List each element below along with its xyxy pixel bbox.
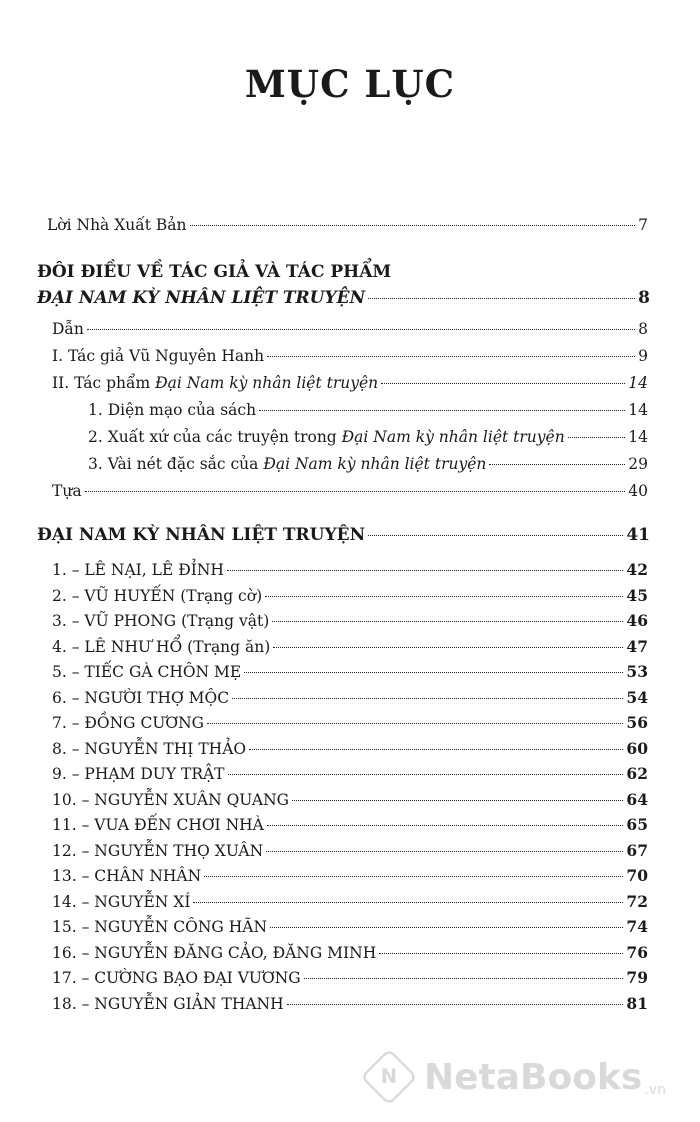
entry-label: I. Tác giả Vũ Nguyên Hanh — [52, 347, 265, 365]
dot-leader — [292, 800, 623, 801]
dot-leader — [244, 672, 623, 673]
entry-label-italic: Đại Nam kỳ nhân liệt truyện — [263, 455, 487, 473]
entry-label: 12. – NGUYỄN THỌ XUÂN — [52, 841, 264, 860]
entry-label: 8. – NGUYỄN THỊ THẢO — [52, 739, 247, 758]
dot-leader — [227, 570, 624, 571]
entry-label: 3. Vài nét đặc sắc của — [88, 455, 264, 473]
entry-page: 9 — [638, 347, 648, 365]
entry-page: 54 — [626, 687, 648, 707]
toc-story-entry[interactable] — [52, 688, 648, 707]
entry-label: 1. Diện mạo của sách — [88, 401, 257, 419]
entry-label: 14. – NGUYỄN XÍ — [52, 892, 191, 911]
entry-page: 8 — [638, 288, 650, 308]
toc-entry[interactable] — [88, 428, 648, 446]
toc-entry[interactable] — [52, 482, 648, 500]
entry-label: 1. – LÊ NẠI, LÊ ĐỈNH — [52, 561, 224, 579]
entry-label: 18. – NGUYỄN GIẢN THANH — [52, 994, 284, 1013]
dot-leader — [259, 410, 625, 411]
entry-page: 45 — [626, 585, 648, 605]
toc-entry[interactable] — [88, 401, 648, 419]
dot-leader — [204, 876, 623, 877]
toc-entry[interactable] — [52, 347, 648, 365]
entry-label: 11. – VUA ĐẾN CHƠI NHÀ — [52, 816, 264, 834]
dot-leader — [85, 491, 626, 492]
entry-label: 6. – NGƯỜI THỢ MỘC — [52, 688, 230, 707]
entry-page: 41 — [626, 525, 650, 545]
toc-story-entry[interactable] — [52, 815, 648, 834]
dot-leader — [270, 927, 623, 928]
entry-label: 17. – CƯỜNG BẠO ĐẠI VƯƠNG — [52, 969, 301, 987]
section1-heading-line2: ĐẠI NAM KỲ NHÂN LIỆT TRUYỆN — [37, 288, 366, 308]
entry-label: 2. – VŨ HUYẾN (Trạng cờ) — [52, 586, 263, 605]
toc-story-entry[interactable] — [52, 662, 648, 681]
dot-leader — [287, 1004, 624, 1005]
entry-label: 5. – TIẾC GÀ CHÔN MẸ — [52, 663, 242, 681]
entry-page: 70 — [626, 866, 648, 885]
toc-story-entry[interactable] — [52, 790, 648, 809]
dot-leader — [232, 698, 623, 699]
entry-label: 4. – LÊ NHƯ HỔ (Trạng ăn) — [52, 637, 271, 656]
entry-label: II. Tác phẩm — [52, 374, 156, 392]
toc-story-entry[interactable] — [52, 637, 648, 656]
toc-story-entry[interactable] — [52, 560, 648, 579]
dot-leader — [368, 298, 635, 299]
entry-label-italic: Đại Nam kỳ nhân liệt truyện — [341, 428, 565, 446]
entry-page: 56 — [626, 713, 648, 732]
entry-page: 76 — [626, 942, 648, 962]
toc-story-entry[interactable] — [52, 739, 648, 758]
toc-entry-section2[interactable] — [37, 525, 650, 545]
section2-heading: ĐẠI NAM KỲ NHÂN LIỆT TRUYỆN — [37, 525, 366, 545]
dot-leader — [568, 437, 626, 438]
entry-page: 14 — [628, 374, 648, 392]
entry-label: Dẫn — [52, 320, 84, 338]
entry-page: 40 — [628, 482, 648, 500]
dot-leader — [304, 978, 624, 979]
dot-leader — [272, 621, 623, 622]
dot-leader — [379, 953, 623, 954]
dot-leader — [489, 464, 625, 465]
toc-story-entry[interactable] — [52, 841, 648, 860]
entry-page: 72 — [626, 891, 648, 911]
entry-label: 9. – PHẠM DUY TRẬT — [52, 765, 225, 783]
entry-label: 15. – NGUYỄN CÔNG HÃN — [52, 918, 268, 936]
watermark-brand: NetaBooks — [424, 1056, 643, 1098]
entry-page: 29 — [628, 455, 648, 473]
toc-story-entry[interactable] — [52, 943, 648, 962]
dot-leader — [207, 723, 623, 724]
entry-page: 60 — [626, 738, 648, 758]
entry-page: 47 — [626, 636, 648, 656]
entry-label: Tựa — [52, 482, 82, 500]
toc-story-entry[interactable] — [52, 713, 648, 732]
watermark-suffix: .vn — [644, 1082, 666, 1098]
entry-page: 79 — [626, 968, 648, 987]
entry-label: 7. – ĐỒNG CƯƠNG — [52, 714, 205, 732]
dot-leader — [87, 329, 635, 330]
dot-leader — [267, 825, 624, 826]
netabooks-watermark — [362, 1050, 666, 1104]
entry-label: 2. Xuất xứ của các truyện trong — [88, 428, 342, 446]
dot-leader — [228, 774, 624, 775]
entry-page: 53 — [626, 662, 648, 681]
toc-story-entry[interactable] — [52, 611, 648, 630]
entry-label: 3. – VŨ PHONG (Trạng vật) — [52, 612, 270, 630]
dot-leader — [368, 535, 623, 536]
entry-label: Lời Nhà Xuất Bản — [47, 216, 187, 234]
dot-leader — [193, 902, 623, 903]
toc-entry-section1[interactable] — [37, 288, 650, 308]
entry-page: 65 — [626, 815, 648, 834]
toc-story-entry[interactable] — [52, 968, 648, 987]
entry-page: 64 — [626, 789, 648, 809]
dot-leader — [266, 851, 623, 852]
toc-story-entry[interactable] — [52, 892, 648, 911]
page-title: MỤC LỤC — [244, 62, 456, 106]
toc-entry[interactable] — [52, 320, 648, 338]
toc-entry[interactable] — [52, 374, 648, 392]
entry-label: 13. – CHÂN NHÂN — [52, 867, 202, 885]
dot-leader — [249, 749, 623, 750]
entry-label-italic: Đại Nam kỳ nhân liệt truyện — [155, 374, 379, 392]
entry-page: 46 — [626, 611, 648, 630]
entry-page: 67 — [626, 840, 648, 860]
toc-entry[interactable] — [88, 455, 648, 473]
dot-leader — [273, 647, 623, 648]
toc-story-entry[interactable] — [52, 917, 648, 936]
entry-label: 16. – NGUYỄN ĐĂNG CẢO, ĐĂNG MINH — [52, 943, 377, 962]
netabooks-logo-icon: N — [360, 1048, 417, 1105]
toc-entry-preface[interactable] — [47, 216, 648, 234]
entry-label: 10. – NGUYỄN XUÂN QUANG — [52, 790, 290, 809]
dot-leader — [267, 356, 635, 357]
toc-story-entry[interactable] — [52, 866, 648, 885]
entry-page: 8 — [638, 320, 648, 338]
toc-story-entry[interactable] — [52, 586, 648, 605]
dot-leader — [265, 596, 623, 597]
entry-page: 42 — [626, 560, 648, 579]
entry-page: 14 — [628, 428, 648, 446]
entry-page: 14 — [628, 401, 648, 419]
entry-page: 7 — [638, 216, 648, 234]
entry-page: 81 — [626, 993, 648, 1013]
dot-leader — [381, 383, 625, 384]
dot-leader — [190, 225, 636, 226]
toc-story-entry[interactable] — [52, 764, 648, 783]
entry-page: 74 — [626, 917, 648, 936]
entry-page: 62 — [626, 764, 648, 783]
section1-heading-line1: ĐÔI ĐIỀU VỀ TÁC GIẢ VÀ TÁC PHẨM — [37, 262, 392, 282]
toc-story-entry[interactable] — [52, 994, 648, 1013]
